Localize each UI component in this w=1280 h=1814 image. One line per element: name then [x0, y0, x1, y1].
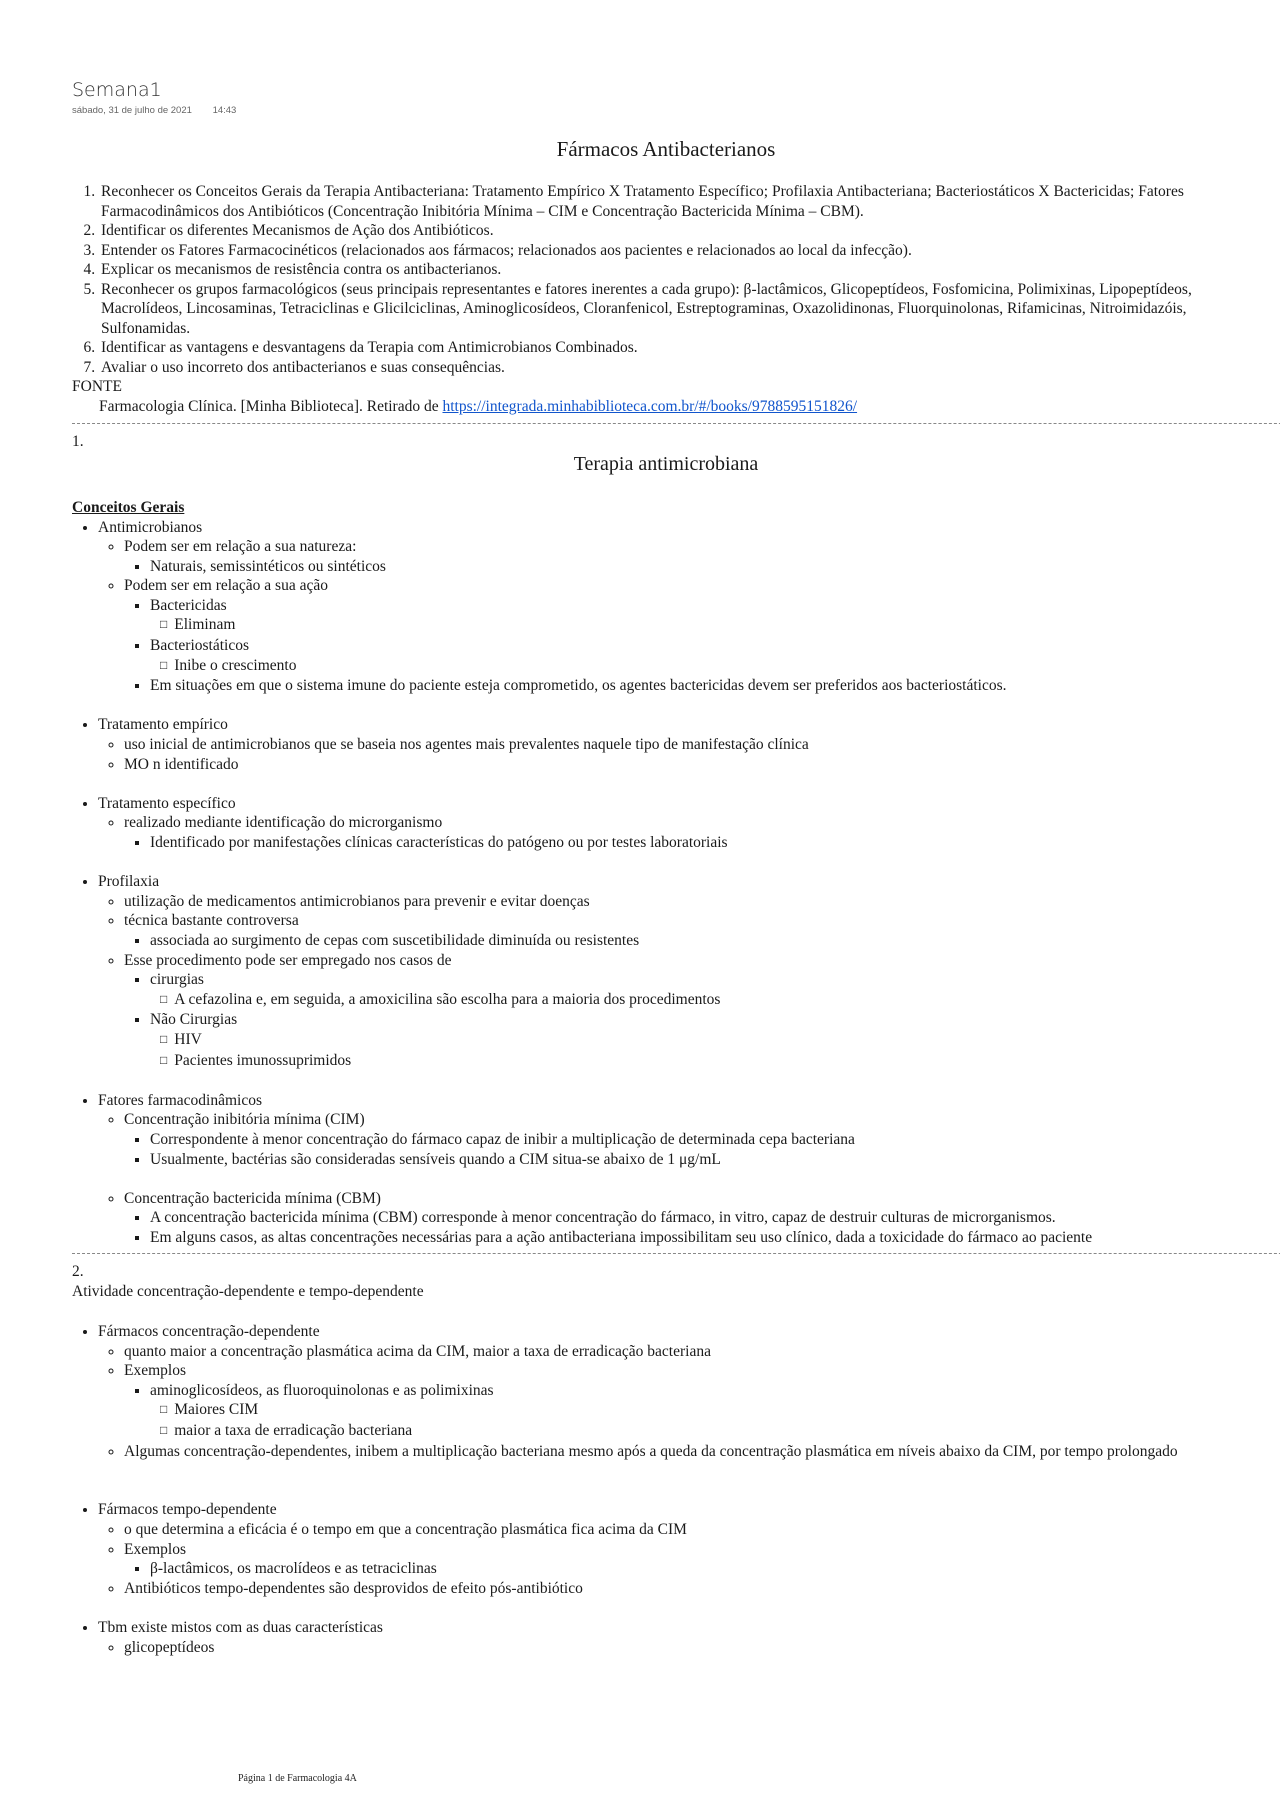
- list-item: ◦ realizado mediante identificação do microrganismo ▪ Identificado por manifestações clínicas características do patógeno ou por testes laboratoriais: [124, 813, 1260, 852]
- section-subheading: Atividade concentração-dependente e tempo-dependente: [72, 1283, 424, 1301]
- list-item: • Profilaxia ◦ utilização de medicamentos antimicrobianos para prevenir e evitar doenças ◦ técnica bastante controversa ▪ associada ao surgimento de cepas com suscetibilidade diminuída ou resistentes ◦ Esse procedimento pode ser empregado nos casos de ▪ cirurgias □ A cefazolina e, em seguida, a amoxicilina são escolha para a maioria dos procedimentos ▪ Não Cirurgias □ HIV □ Pacientes imunossuprimidos: [98, 872, 1260, 1071]
- objective-item: 2. Identificar os diferentes Mecanismos de Ação dos Antibióticos.: [99, 221, 1260, 241]
- list-item: □ Eliminam: [176, 615, 1260, 636]
- objective-item: 4. Explicar os mecanismos de resistência contra os antibacterianos.: [99, 260, 1260, 280]
- list-item: ◦ Concentração inibitória mínima (CIM) ▪ Correspondente à menor concentração do fármaco capaz de inibir a multiplicação de determinada cepa bacteriana ▪ Usualmente, bactérias são consideradas sensíveis quando a CIM situa-se abaixo de 1 μg/mL: [124, 1110, 1260, 1169]
- list-item: ◦ glicopeptídeos: [124, 1638, 1260, 1658]
- objective-item: 5. Reconhecer os grupos farmacológicos (seus principais representantes e fatores inerentes a cada grupo): β-lactâmicos, Glicopeptídeos, Fosfomicina, Polimixinas, Lipopeptídeos, Macrolídeos, Lincosaminas, Tetraciclinas e Glicilciclinas, Aminoglicosídeos, Cloranfenicol, Estreptograminas, Oxazolidinonas, Fluorquinolonas, Rifamicinas, Nitroimidazóis, Sulfonamidas.: [99, 280, 1260, 339]
- page-footer: Página 1 de Farmacologia 4A: [238, 1773, 357, 1784]
- fonte-link[interactable]: https://integrada.minhabiblioteca.com.br/#/books/9788595151826/: [442, 397, 858, 415]
- list-item: ◦ MO n identificado: [124, 755, 1260, 775]
- list-item: ▪ Naturais, semissintéticos ou sintéticos: [150, 557, 1260, 577]
- list-item: ◦ uso inicial de antimicrobianos que se baseia nos agentes mais prevalentes naquele tipo de manifestação clínica: [124, 735, 1260, 755]
- list-item: ▪ Usualmente, bactérias são consideradas sensíveis quando a CIM situa-se abaixo de 1 μg/mL: [150, 1150, 1260, 1170]
- note-date: sábado, 31 de julho de 2021: [72, 105, 192, 116]
- list-item: □ maior a taxa de erradicação bacteriana: [176, 1421, 1260, 1442]
- list-item: • Fármacos tempo-dependente ◦ o que determina a eficácia é o tempo em que a concentração plasmática fica acima da CIM ◦ Exemplos ▪ β-lactâmicos, os macrolídeos e as tetraciclinas ◦ Antibióticos tempo-dependentes são desprovidos de efeito pós-antibiótico: [98, 1500, 1260, 1598]
- list-item: ◦ Antibióticos tempo-dependentes são desprovidos de efeito pós-antibiótico: [124, 1579, 1260, 1599]
- list-item: ▪ aminoglicosídeos, as fluoroquinolonas e as polimixinas □ Maiores CIM □ maior a taxa de erradicação bacteriana: [150, 1381, 1260, 1442]
- list-item: ▪ Correspondente à menor concentração do fármaco capaz de inibir a multiplicação de determinada cepa bacteriana: [150, 1130, 1260, 1150]
- list-item: ▪ Não Cirurgias □ HIV □ Pacientes imunossuprimidos: [150, 1010, 1260, 1071]
- fonte-label: FONTE: [72, 378, 122, 395]
- list-item: □ Inibe o crescimento: [176, 656, 1260, 677]
- objective-item: 7. Avaliar o uso incorreto dos antibacterianos e suas consequências.: [99, 358, 1260, 378]
- objective-item: 6. Identificar as vantagens e desvantagens da Terapia com Antimicrobianos Combinados.: [99, 338, 1260, 358]
- list-item: □ Maiores CIM: [176, 1400, 1260, 1421]
- list-item: ▪ Em alguns casos, as altas concentrações necessárias para a ação antibacteriana impossibilitam seu uso clínico, dada a toxicidade do fármaco ao paciente: [150, 1228, 1260, 1248]
- list-item: ◦ Exemplos ▪ β-lactâmicos, os macrolídeos e as tetraciclinas: [124, 1540, 1260, 1579]
- list-item: ▪ Bactericidas □ Eliminam: [150, 596, 1260, 636]
- list-item: • Fatores farmacodinâmicos ◦ Concentração inibitória mínima (CIM) ▪ Correspondente à menor concentração do fármaco capaz de inibir a multiplicação de determinada cepa bacteriana ▪ Usualmente, bactérias são consideradas sensíveis quando a CIM situa-se abaixo de 1 μg/mL ◦ Concentração bactericida mínima (CBM) ▪ A concentração bactericida mínima (CBM) corresponde à menor concentração do fármaco, in vitro, capaz de destruir culturas de microrganismos. ▪ Em alguns casos, as altas concentrações necessárias para a ação antibacteriana impossibilitam seu uso clínico, dada a toxicidade do fármaco ao paciente: [98, 1091, 1260, 1248]
- list-item: • Tratamento empírico ◦ uso inicial de antimicrobianos que se baseia nos agentes mais prevalentes naquele tipo de manifestação clínica ◦ MO n identificado: [98, 715, 1260, 774]
- list-item: • Fármacos concentração-dependente ◦ quanto maior a concentração plasmática acima da CIM, maior a taxa de erradicação bacteriana ◦ Exemplos ▪ aminoglicosídeos, as fluoroquinolonas e as polimixinas □ Maiores CIM □ maior a taxa de erradicação bacteriana ◦ Algumas concentração-dependentes, inibem a multiplicação bacteriana mesmo após a queda da concentração plasmática em níveis abaixo da CIM, por tempo prolongado: [98, 1322, 1260, 1461]
- bullet-list: [72, 872, 1260, 1071]
- list-item: ▪ associada ao surgimento de cepas com suscetibilidade diminuída ou resistentes: [150, 931, 1260, 951]
- document-title: Fármacos Antibacterianos: [556, 137, 776, 161]
- list-item: • Antimicrobianos ◦ Podem ser em relação a sua natureza: ▪ Naturais, semissintéticos ou sintéticos ◦ Podem ser em relação a sua ação ▪ Bactericidas □ Eliminam ▪ Bacteriostáticos □ Inibe o crescimento ▪ Em situações em que o sistema imune do paciente esteja comprometido, os agentes bactericidas devem ser preferidos aos bacteriostáticos.: [98, 518, 1260, 696]
- list-item: ◦ Algumas concentração-dependentes, inibem a multiplicação bacteriana mesmo após a queda da concentração plasmática em níveis abaixo da CIM, por tempo prolongado: [124, 1442, 1260, 1462]
- list-item: □ Pacientes imunossuprimidos: [176, 1051, 1260, 1072]
- list-item: □ A cefazolina e, em seguida, a amoxicilina são escolha para a maioria dos procedimentos: [176, 990, 1260, 1011]
- objective-item: 3. Entender os Fatores Farmacocinéticos (relacionados aos fármacos; relacionados aos pacientes e relacionados ao local da infecção).: [99, 241, 1260, 261]
- list-item: ▪ A concentração bactericida mínima (CBM) corresponde à menor concentração do fármaco, in vitro, capaz de destruir culturas de microrganismos.: [150, 1208, 1260, 1228]
- list-item: ◦ Exemplos ▪ aminoglicosídeos, as fluoroquinolonas e as polimixinas □ Maiores CIM □ maior a taxa de erradicação bacteriana: [124, 1361, 1260, 1441]
- bullet-list: [72, 518, 1260, 696]
- section-title: Terapia antimicrobiana: [573, 452, 759, 475]
- list-item: ▪ β-lactâmicos, os macrolídeos e as tetraciclinas: [150, 1559, 1260, 1579]
- list-item: ▪ Identificado por manifestações clínicas características do patógeno ou por testes laboratoriais: [150, 833, 1260, 853]
- section-separator: [72, 423, 1280, 424]
- list-item: ▪ Bacteriostáticos □ Inibe o crescimento: [150, 636, 1260, 676]
- fonte-text: Farmacologia Clínica. [Minha Biblioteca]. Retirado de: [99, 397, 443, 415]
- section-number: 1.: [72, 432, 84, 450]
- list-item: ◦ técnica bastante controversa ▪ associada ao surgimento de cepas com suscetibilidade diminuída ou resistentes: [124, 911, 1260, 950]
- list-item: ◦ Podem ser em relação a sua natureza: ▪ Naturais, semissintéticos ou sintéticos: [124, 537, 1260, 576]
- list-item: ◦ Concentração bactericida mínima (CBM) ▪ A concentração bactericida mínima (CBM) corresponde à menor concentração do fármaco, in vitro, capaz de destruir culturas de microrganismos. ▪ Em alguns casos, as altas concentrações necessárias para a ação antibacteriana impossibilitam seu uso clínico, dada a toxicidade do fármaco ao paciente: [124, 1189, 1260, 1248]
- bullet-list: [72, 715, 1260, 774]
- section-number: 2.: [72, 1263, 84, 1281]
- bullet-list: [72, 1322, 1260, 1461]
- bullet-list: [72, 1618, 1260, 1657]
- bullet-list: [72, 1091, 1260, 1248]
- list-item: □ HIV: [176, 1030, 1260, 1051]
- bullet-list: [72, 794, 1260, 853]
- note-page: [72, 78, 1260, 1657]
- list-item: ▪ Em situações em que o sistema imune do paciente esteja comprometido, os agentes bactericidas devem ser preferidos aos bacteriostáticos.: [150, 676, 1260, 696]
- objectives-list: [72, 182, 1260, 377]
- subheading-conceitos-gerais: Conceitos Gerais: [72, 498, 185, 516]
- list-item: ◦ Esse procedimento pode ser empregado nos casos de ▪ cirurgias □ A cefazolina e, em seguida, a amoxicilina são escolha para a maioria dos procedimentos ▪ Não Cirurgias □ HIV □ Pacientes imunossuprimidos: [124, 951, 1260, 1072]
- list-item: ◦ quanto maior a concentração plasmática acima da CIM, maior a taxa de erradicação bacteriana: [124, 1342, 1260, 1362]
- section-separator: [72, 1253, 1280, 1254]
- list-item: ◦ utilização de medicamentos antimicrobianos para prevenir e evitar doenças: [124, 892, 1260, 912]
- fonte-citation: [72, 397, 1260, 417]
- list-item: ▪ cirurgias □ A cefazolina e, em seguida, a amoxicilina são escolha para a maioria dos procedimentos: [150, 970, 1260, 1010]
- note-title[interactable]: Semana1: [72, 79, 162, 101]
- objective-item: 1. Reconhecer os Conceitos Gerais da Terapia Antibacteriana: Tratamento Empírico X Tratamento Específico; Profilaxia Antibacteriana; Bacteriostáticos X Bactericidas; Fatores Farmacodinâmicos dos Antibióticos (Concentração Inibitória Mínima – CIM e Concentração Bactericida Mínima – CBM).: [99, 182, 1260, 221]
- list-item: • Tratamento específico ◦ realizado mediante identificação do microrganismo ▪ Identificado por manifestações clínicas características do patógeno ou por testes laboratoriais: [98, 794, 1260, 853]
- list-item: ◦ Podem ser em relação a sua ação ▪ Bactericidas □ Eliminam ▪ Bacteriostáticos □ Inibe o crescimento ▪ Em situações em que o sistema imune do paciente esteja comprometido, os agentes bactericidas devem ser preferidos aos bacteriostáticos.: [124, 576, 1260, 696]
- note-time: 14:43: [212, 105, 237, 116]
- list-item: • Tbm existe mistos com as duas características ◦ glicopeptídeos: [98, 1618, 1260, 1657]
- note-meta: [72, 105, 1260, 116]
- bullet-list: [72, 1500, 1260, 1598]
- list-item: ◦ o que determina a eficácia é o tempo em que a concentração plasmática fica acima da CIM: [124, 1520, 1260, 1540]
